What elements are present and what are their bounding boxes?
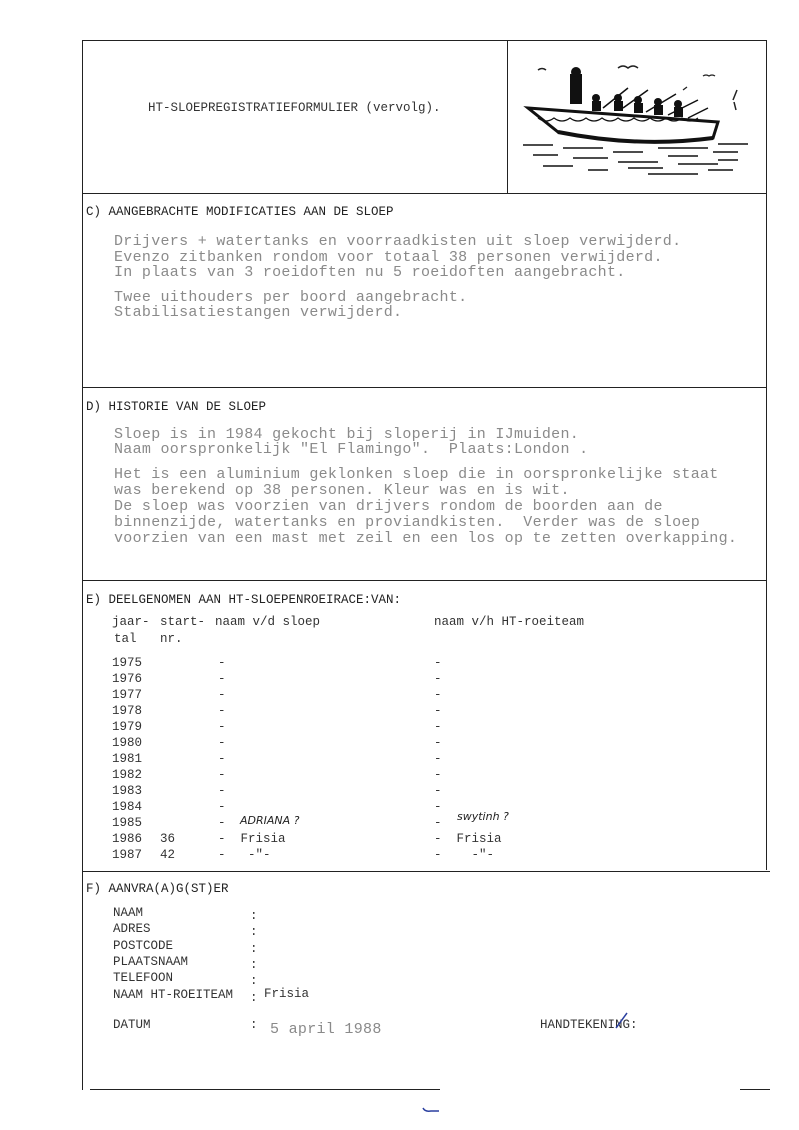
applicant-field-label: NAAM (113, 906, 144, 920)
race-boat-name: - (218, 768, 226, 782)
race-year: 1977 (112, 688, 143, 702)
applicant-field-colon: : (250, 941, 258, 956)
col-header-year: jaar- (112, 615, 150, 629)
ink-mark-icon (420, 1104, 444, 1114)
form-title: HT-SLOEPREGISTRATIEFORMULIER (vervolg). (148, 101, 441, 115)
header-divider (507, 40, 508, 193)
race-boat-name: - -"- (218, 848, 271, 862)
section-d-line: Naam oorspronkelijk "El Flamingo". Plaats:London . (114, 441, 589, 458)
section-d-line: binnenzijde, watertanks en proviandkisten. Verder was de sloep (114, 514, 700, 531)
race-year: 1975 (112, 656, 143, 670)
applicant-field-label: PLAATSNAAM (113, 954, 189, 969)
section-d-line: Het is een aluminium geklonken sloep die in oorspronkelijke staat (114, 466, 719, 483)
bottom-border-right (740, 1089, 770, 1090)
race-year: 1979 (112, 720, 143, 734)
datum-value: 5 april 1988 (270, 1021, 382, 1038)
applicant-field-colon: : (250, 990, 258, 1005)
race-team-name: - (434, 672, 442, 686)
col-header-team: naam v/h HT-roeiteam (434, 615, 585, 629)
section-d-line: was berekend op 38 personen. Kleur was en is wit. (114, 482, 570, 499)
form-frame (82, 40, 767, 1090)
section-c-title: C) AANGEBRACHTE MODIFICATIES AAN DE SLOEP (86, 205, 394, 219)
race-team-name: - (434, 784, 442, 798)
race-team-name: - (434, 688, 442, 702)
section-d-line: voorzien van een mast met zeil en een los op te zetten overkapping. (114, 530, 738, 547)
section-c-line: In plaats van 3 roeidoften nu 5 roeidoften aangebracht. (114, 264, 626, 281)
divider-c (82, 193, 766, 194)
race-team-name: - Frisia (434, 832, 502, 846)
divider-f (82, 871, 770, 872)
race-year: 1982 (112, 768, 143, 782)
datum-colon: : (250, 1018, 258, 1032)
section-c-line: Drijvers + watertanks en voorraadkisten uit sloep verwijderd. (114, 233, 682, 250)
race-year: 1985 (112, 816, 143, 830)
right-border (766, 40, 767, 870)
section-c-line: Evenzo zitbanken rondom voor totaal 38 personen verwijderd. (114, 249, 663, 266)
race-team-name: - (434, 720, 442, 734)
race-year: 1987 (112, 848, 143, 862)
lifeboat-illustration (518, 60, 758, 185)
race-team-name: - (434, 736, 442, 750)
handwritten-team-note: swytinh ? (457, 810, 509, 823)
divider-d (82, 387, 766, 388)
race-team-name: - (434, 656, 442, 670)
applicant-field-label: TELEFOON (113, 971, 174, 986)
race-team-name: - (434, 800, 442, 814)
divider-e (82, 580, 766, 581)
race-boat-name: - (218, 816, 226, 830)
race-boat-name: - (218, 800, 226, 814)
col-header-start: start- (160, 615, 206, 629)
race-year: 1984 (112, 800, 143, 814)
handwritten-boat-note: ADRIANA ? (240, 814, 300, 827)
race-boat-name: - Frisia (218, 832, 286, 846)
race-team-name: - (434, 768, 442, 782)
applicant-field-label: NAAM HT-ROEITEAM (113, 987, 234, 1002)
applicant-field-colon: : (250, 957, 258, 972)
race-boat-name: - (218, 688, 226, 702)
section-d-line: De sloep was voorzien van drijvers rondom de boorden aan de (114, 498, 663, 515)
section-d-line: Sloep is in 1984 gekocht bij sloperij in IJmuiden. (114, 426, 580, 443)
race-team-name: - (434, 704, 442, 718)
applicant-field-colon: : (250, 925, 258, 940)
race-start-number: 42 (160, 848, 176, 862)
col-header-boat: naam v/d sloep (215, 615, 321, 629)
section-e-title: E) DEELGENOMEN AAN HT-SLOEPENROEIRACE:VAN: (86, 593, 402, 607)
pen-stroke-icon (612, 1010, 632, 1032)
top-border (82, 40, 766, 41)
race-boat-name: - (218, 656, 226, 670)
bottom-border-left (90, 1089, 440, 1090)
section-d-title: D) HISTORIE VAN DE SLOEP (86, 400, 267, 414)
applicant-field-colon: : (250, 909, 258, 923)
applicant-field-colon: : (250, 974, 258, 989)
race-year: 1980 (112, 736, 143, 750)
applicant-field-label: POSTCODE (113, 938, 174, 953)
col-header-start-2: nr. (160, 632, 183, 646)
applicant-field-label: ADRES (113, 922, 151, 937)
col-header-year-2: tal (114, 632, 137, 646)
datum-label: DATUM (113, 1018, 151, 1032)
section-f-title: F) AANVRA(A)G(ST)ER (86, 882, 229, 896)
signature-label: HANDTEKENING: (540, 1018, 638, 1032)
race-team-name: - (434, 752, 442, 766)
race-year: 1986 (112, 832, 143, 846)
race-team-name: - -"- (434, 848, 495, 862)
applicant-field-value: Frisia (264, 986, 310, 1001)
race-boat-name: - (218, 784, 226, 798)
race-team-name: - (434, 816, 442, 830)
race-year: 1978 (112, 704, 143, 718)
race-boat-name: - (218, 736, 226, 750)
race-start-number: 36 (160, 832, 176, 846)
race-year: 1983 (112, 784, 143, 798)
race-year: 1976 (112, 672, 143, 686)
race-boat-name: - (218, 720, 226, 734)
section-c-line: Stabilisatiestangen verwijderd. (114, 304, 403, 321)
section-c-line: Twee uithouders per boord aangebracht. (114, 289, 468, 306)
race-boat-name: - (218, 704, 226, 718)
race-year: 1981 (112, 752, 143, 766)
race-boat-name: - (218, 672, 226, 686)
race-boat-name: - (218, 752, 226, 766)
